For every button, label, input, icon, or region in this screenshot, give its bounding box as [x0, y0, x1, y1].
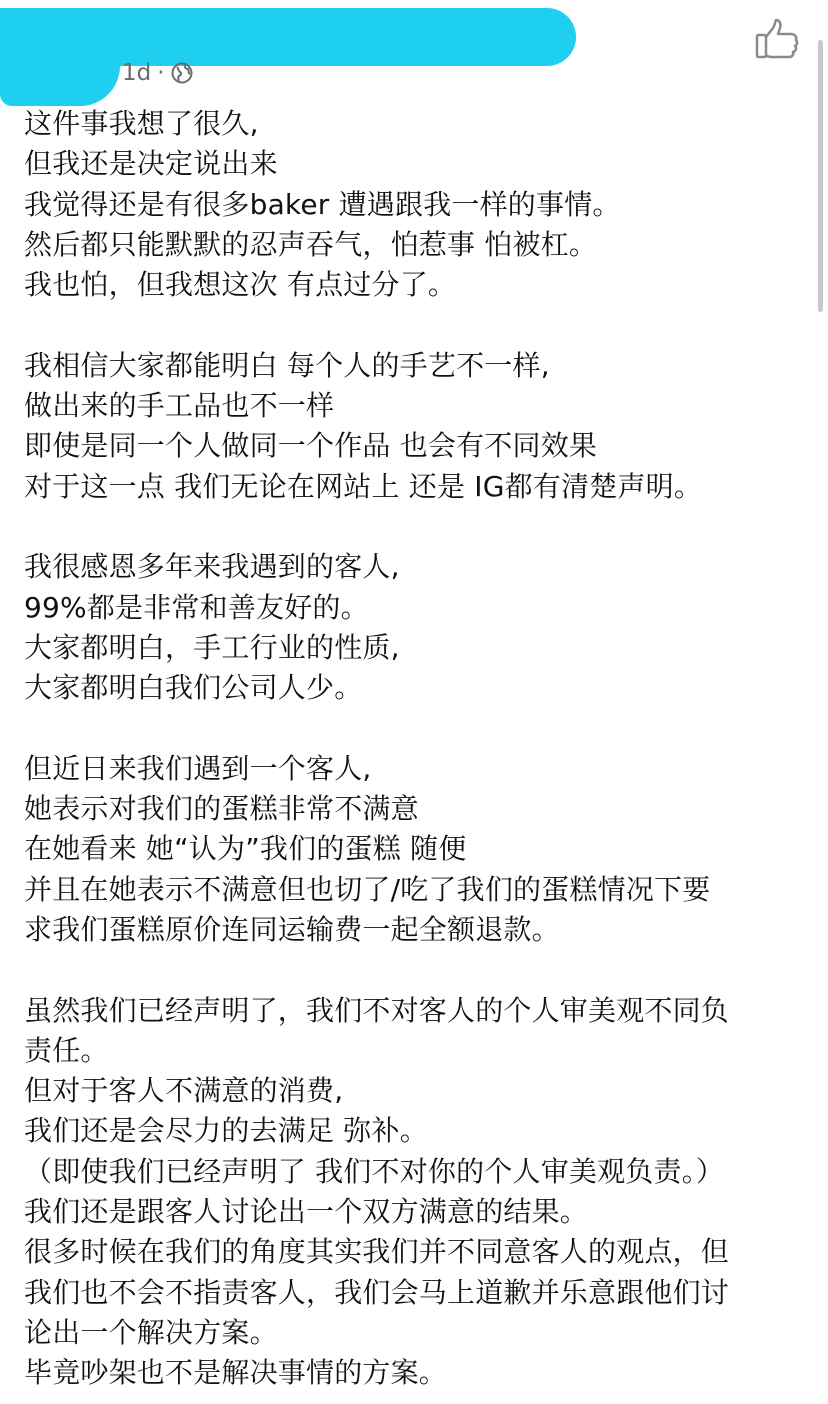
paragraph-break — [24, 507, 804, 547]
post-text-line: 我们也不会不指责客人，我们会马上道歉并乐意跟他们讨 — [24, 1275, 730, 1309]
post-meta — [122, 58, 193, 88]
post-text-line: 然后都只能默默的忍声吞气，怕惹事 怕被杠。 — [24, 227, 598, 261]
post-text-line: 我觉得还是有很多baker 遭遇跟我一样的事情。 — [24, 187, 621, 221]
post-text-line: 并且在她表示不满意但也切了/吃了我们的蛋糕情况下要 — [24, 872, 711, 906]
post-text-line: （即使我们已经声明了 我们不对你的个人审美观负责。） — [24, 1154, 725, 1188]
paragraph-break — [24, 950, 804, 990]
post-timestamp[interactable]: 1d — [122, 60, 152, 86]
post-text-line: 这件事我想了很久, — [24, 107, 259, 140]
post-text-line: 我也怕，但我想这次 有点过分了。 — [24, 268, 457, 302]
post-text-line: 大家都明白，手工行业的性质, — [24, 630, 400, 664]
post-text-line: 做出来的手工品也不一样 — [24, 389, 335, 423]
thumbs-up-icon[interactable] — [754, 16, 800, 62]
post-body — [24, 104, 804, 1394]
post-text-line: 求我们蛋糕原价连同运输费一起全额退款。 — [24, 912, 560, 946]
post-text-line: 毕竟吵架也不是解决事情的方案。 — [24, 1356, 448, 1390]
post-text-line: 虽然我们已经声明了，我们不对客人的个人审美观不同负 — [24, 993, 730, 1027]
post-text-line: 责任。 — [24, 1033, 109, 1067]
post-text-line: 但对于客人不满意的消费, — [24, 1074, 344, 1108]
post-text-line: 即使是同一个人做同一个作品 也会有不同效果 — [24, 429, 598, 463]
post-text-line: 论出一个解决方案。 — [24, 1315, 278, 1349]
paragraph-break — [24, 305, 804, 345]
post-text-line: 99%都是非常和善友好的。 — [24, 590, 369, 624]
meta-separator: · — [157, 60, 165, 86]
globe-icon — [171, 62, 193, 84]
scrollbar[interactable] — [818, 40, 823, 312]
post-text-line: 我相信大家都能明白 每个人的手艺不一样, — [24, 348, 550, 382]
post-text-line: 但近日来我们遇到一个客人, — [24, 751, 372, 785]
post-text-line: 在她看来 她“认为”我们的蛋糕 随便 — [24, 832, 467, 866]
post-text-line: 我很感恩多年来我遇到的客人, — [24, 550, 400, 584]
redacted-avatar — [0, 40, 120, 106]
post-text-line: 很多时候在我们的角度其实我们并不同意客人的观点，但 — [24, 1235, 730, 1269]
post-text-line: 我们还是跟客人讨论出一个双方满意的结果。 — [24, 1195, 589, 1229]
post-text-line: 我们还是会尽力的去满足 弥补。 — [24, 1114, 428, 1148]
post-text-line: 但我还是决定说出来 — [24, 147, 278, 181]
post-text-line: 大家都明白我们公司人少。 — [24, 671, 363, 705]
post-text-line: 对于这一点 我们无论在网站上 还是 IG都有清楚声明。 — [24, 469, 703, 503]
paragraph-break — [24, 708, 804, 748]
post-text-line: 她表示对我们的蛋糕非常不满意 — [24, 792, 419, 826]
